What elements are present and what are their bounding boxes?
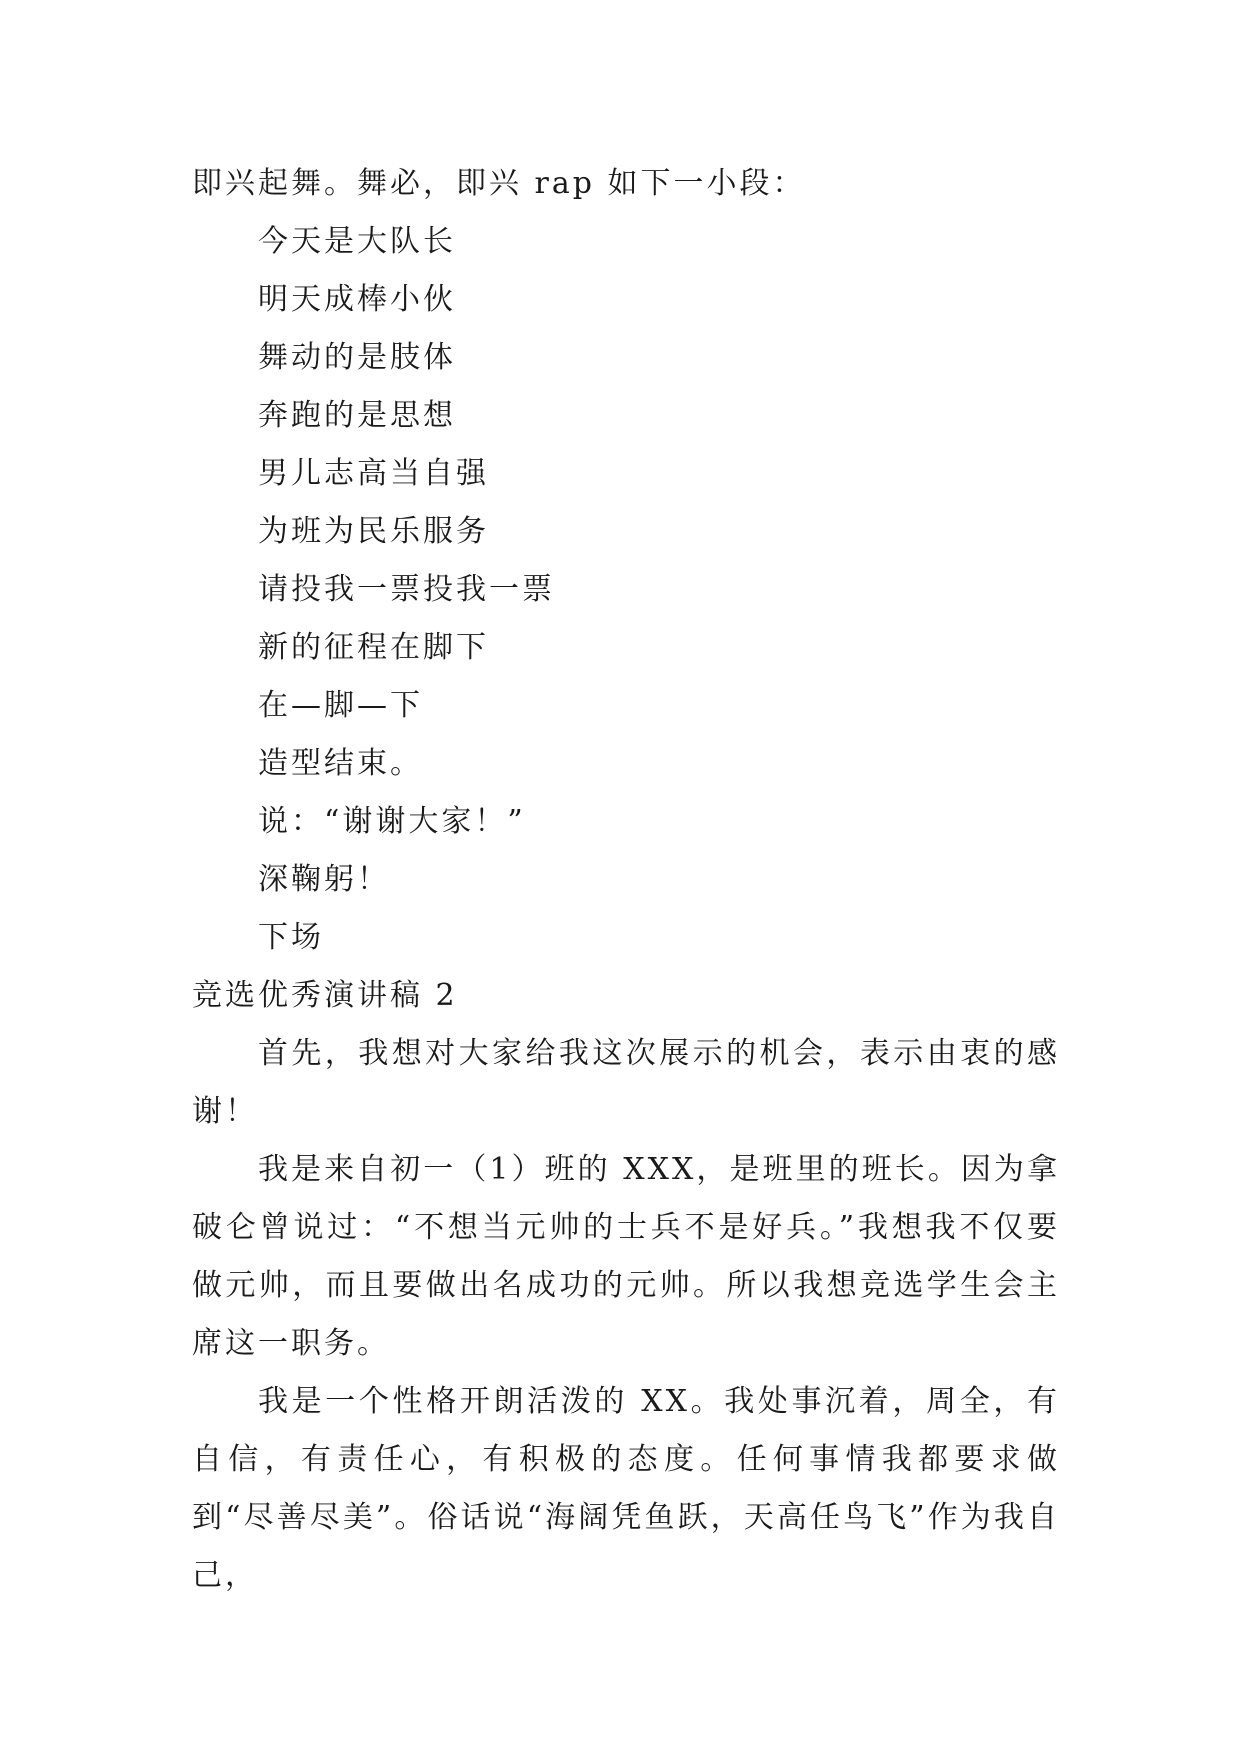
paragraph: 我是来自初一（1）班的 XXX，是班里的班长。因为拿破仑曾说过：“不想当元帅的士兵不是好兵。”我想我不仅要做元帅，而且要做出名成功的元帅。所以我想竞选学生会主席这一职务。 bbox=[192, 1152, 1060, 1361]
rap-line: 在—脚—下 bbox=[258, 688, 423, 723]
rap-line: 奔跑的是思想 bbox=[258, 398, 456, 433]
rap-line: 造型结束。 bbox=[258, 746, 423, 781]
rap-lines bbox=[192, 213, 1060, 967]
rap-line: 男儿志高当自强 bbox=[258, 456, 489, 491]
paragraph: 我是一个性格开朗活泼的 XX。我处事沉着，周全，有自信，有责任心，有积极的态度。任何事情我都要求做到“尽善尽美”。俗话说“海阔凭鱼跃，天高任鸟飞”作为我自己， bbox=[192, 1384, 1060, 1593]
section-title: 竞选优秀演讲稿 2 bbox=[192, 978, 458, 1013]
rap-line: 下场 bbox=[258, 920, 324, 955]
rap-line: 为班为民乐服务 bbox=[258, 514, 489, 549]
rap-line: 深鞠躬！ bbox=[258, 862, 390, 897]
rap-line: 请投我一票投我一票 bbox=[258, 572, 555, 607]
rap-line: 明天成棒小伙 bbox=[258, 282, 456, 317]
document-body bbox=[192, 155, 1060, 1605]
paragraph: 首先，我想对大家给我这次展示的机会，表示由衷的感谢！ bbox=[192, 1036, 1060, 1129]
rap-line: 今天是大队长 bbox=[258, 224, 456, 259]
rap-line: 说：“谢谢大家！” bbox=[258, 804, 526, 839]
intro-line: 即兴起舞。舞必，即兴 rap 如下一小段： bbox=[192, 166, 806, 201]
rap-line: 新的征程在脚下 bbox=[258, 630, 489, 665]
rap-line: 舞动的是肢体 bbox=[258, 340, 456, 375]
